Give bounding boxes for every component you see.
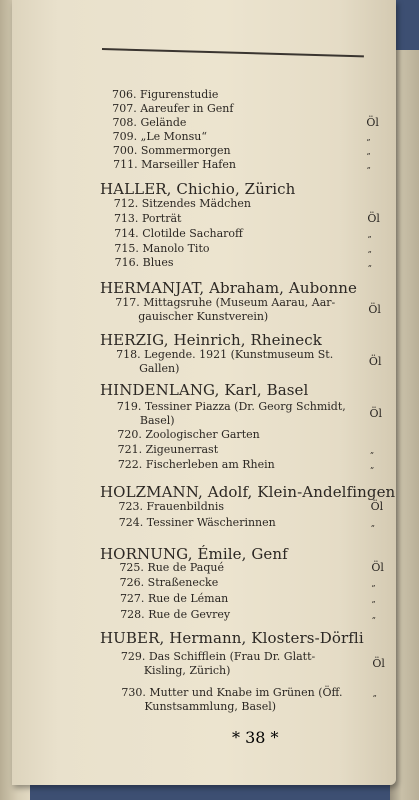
catalog-entry [112,88,218,102]
entry-number: 711. [113,158,138,171]
catalog-entry [114,227,243,241]
entry-title: Rue de Léman [147,592,229,605]
medium-label: Öl [368,355,382,368]
catalog-entry [120,592,228,606]
artist-heading: HERMANJAT, Abraham, Aubonne [100,279,357,297]
ditto-mark: „ [366,133,371,142]
ditto-mark: „ [367,259,373,268]
ditto-mark: „ [372,689,377,698]
artist-heading: HALLER, Chichio, Zürich [100,180,296,198]
artist-heading: HORNUNG, Émile, Genf [100,545,288,563]
ditto-mark: „ [370,519,375,528]
entry-number: 709. [112,130,138,143]
entry-title: Sitzendes Mädchen [141,197,251,210]
entry-title: Legende. 1921 (Kunstmuseum St. [144,348,334,361]
entry-number: 716. [114,256,140,269]
entry-title-continued: Kisling, Zürich) [143,664,231,677]
entry-number: 713. [113,212,139,225]
entry-number: 728. [120,608,145,621]
entry-title-continued: Gallen) [139,362,180,375]
entry-number: 723. [118,500,143,513]
catalog-entry [119,516,276,530]
catalog-entry [120,608,230,622]
entry-number: 708. [112,116,137,129]
entry-title: Gelände [140,116,187,129]
catalog-entry [121,650,315,678]
entry-title: Blues [142,256,174,269]
entry-title: Aareufer in Genf [140,102,234,115]
entry-number: 707. [112,102,137,115]
entry-title: Mittagsruhe (Museum Aarau, Aar- [143,296,336,309]
artist-heading: HERZIG, Heinrich, Rheineck [100,331,322,349]
ditto-mark: „ [369,446,375,455]
page-number: * 38 * [232,728,279,747]
catalog-entry [121,686,342,714]
entry-title: Fischerleben am Rhein [145,458,275,471]
entry-title: Das Schifflein (Frau Dr. Glatt- [148,650,316,663]
entry-number: 730. [121,686,146,699]
entry-number: 725. [119,561,144,574]
catalog-entry [115,296,335,324]
entry-title: Rue de Paqué [147,561,224,574]
artist-heading: HUBER, Hermann, Klosters-Dörfli [100,629,364,647]
entry-title: Tessiner Wäscherinnen [146,516,276,529]
entry-title: Sommermorgen [140,144,231,157]
entry-number: 712. [113,197,139,210]
entry-title: Marseiller Hafen [141,158,236,171]
entry-number: 715. [114,242,139,255]
catalog-entry [119,561,224,575]
catalog-entry [118,443,219,457]
medium-label: Öl [370,500,384,513]
medium-label: Öl [366,116,379,129]
entry-number: 724. [118,516,144,529]
entry-title-continued: gauischer Kunstverein) [138,310,269,323]
medium-label: Öl [368,303,381,316]
entry-title: „Le Monsu“ [140,130,207,143]
entry-title: Frauenbildnis [146,500,224,513]
entry-number: 718. [116,348,141,361]
catalog-entry [113,130,207,144]
entry-title: Zoologischer Garten [145,428,260,441]
entry-title: Mutter und Knabe im Grünen (Öff. [149,686,343,699]
medium-label: Öl [371,561,384,574]
catalog-entry [112,116,186,130]
catalog-entry [112,102,233,116]
artist-heading: HINDENLANG, Karl, Basel [100,381,309,399]
medium-label: Öl [367,212,380,225]
entry-number: 719. [116,400,142,413]
entry-title: Straßenecke [147,576,219,589]
entry-number: 721. [117,443,143,456]
entry-number: 726. [119,576,145,589]
entry-number: 717. [115,296,140,309]
catalog-entry [117,400,346,428]
catalog-entry [113,144,231,158]
ditto-mark: „ [371,595,376,604]
catalog-entry [117,428,259,442]
entry-title: Porträt [141,212,182,225]
entry-title-continued: Kunstsammlung, Basel) [144,700,277,713]
entry-title: Tessiner Piazza (Dr. Georg Schmidt, [144,400,346,413]
catalog-entry [118,500,224,514]
ditto-mark: „ [371,579,376,588]
medium-label: Öl [372,657,385,670]
ditto-mark: „ [367,230,372,239]
entry-title: Figurenstudie [140,88,219,101]
catalog-entry [114,212,182,226]
catalog-entry [114,242,209,256]
ditto-mark: „ [366,161,371,170]
ditto-mark: „ [366,147,371,156]
entry-number: 727. [119,592,145,605]
entry-title: Zigeunerrast [145,443,219,456]
entry-title: Manolo Tito [142,242,210,255]
catalog-entry [120,576,219,590]
ditto-mark: „ [367,245,372,254]
entry-number: 729. [120,650,146,663]
catalog-entry [113,158,236,172]
entry-title: Clotilde Sacharoff [142,227,243,240]
catalog-entry [114,197,251,211]
ditto-mark: „ [370,461,375,470]
artist-heading: HOLZMANN, Adolf, Klein-Andelfingen [100,483,396,501]
catalog-entry [118,458,275,472]
entry-number: 700. [112,144,138,157]
entry-title-continued: Basel) [139,414,175,427]
entry-number: 706. [112,88,137,101]
entry-title: Rue de Gevrey [148,608,231,621]
medium-label: Öl [369,407,383,420]
ditto-mark: „ [371,611,376,620]
catalog-entry [115,256,174,270]
entry-number: 722. [117,458,143,471]
catalog-entry [116,348,333,376]
entry-number: 720. [117,428,142,441]
entry-number: 714. [114,227,139,240]
